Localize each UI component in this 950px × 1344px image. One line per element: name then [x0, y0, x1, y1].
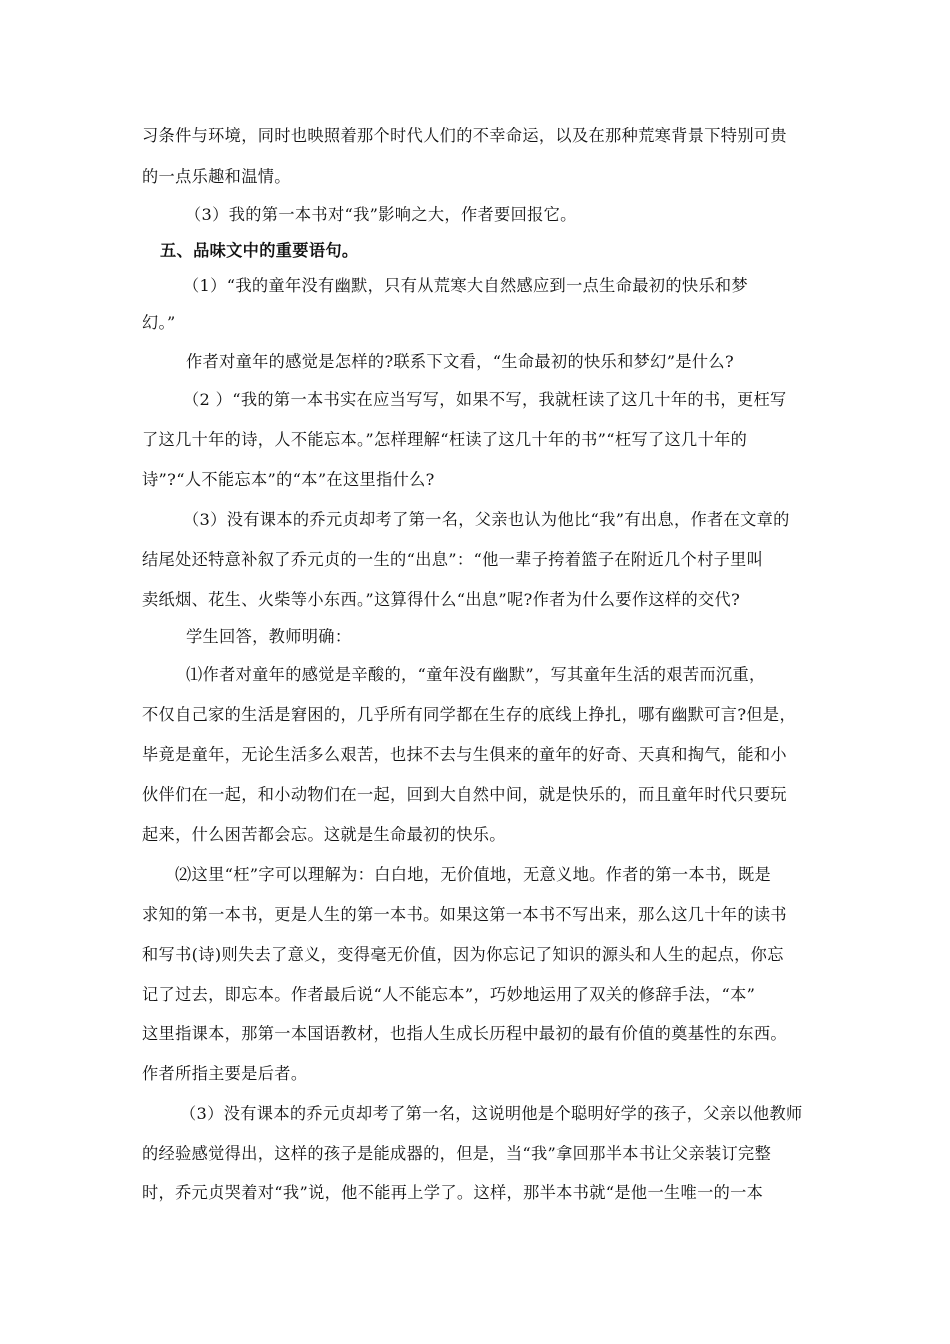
- section-heading: 五、品味文中的重要语句。: [160, 241, 359, 260]
- text-line: 了这几十年的诗，人不能忘本。”怎样理解“枉读了这几十年的书”“枉写了这几十年的: [142, 430, 748, 449]
- text-line: 的一点乐趣和温情。: [142, 167, 291, 186]
- text-line: 伙伴们在一起，和小动物们在一起，回到大自然中间，就是快乐的，而且童年时代只要玩: [142, 785, 787, 804]
- text-line: 作者所指主要是后者。: [142, 1064, 308, 1083]
- text-line: 时，乔元贞哭着对“我”说，他不能再上学了。这样，那半本书就“是他一生唯一的一本: [142, 1183, 764, 1202]
- text-line: （1）“我的童年没有幽默，只有从荒寒大自然感应到一点生命最初的快乐和梦: [183, 276, 749, 295]
- text-line: 学生回答，教师明确：: [186, 627, 352, 646]
- text-line: 求知的第一本书，更是人生的第一本书。如果这第一本书不写出来，那么这几十年的读书: [142, 905, 787, 924]
- text-line: 作者对童年的感觉是怎样的?联系下文看，“生命最初的快乐和梦幻”是什么?: [186, 352, 734, 371]
- text-line: 记了过去，即忘本。作者最后说“人不能忘本”，巧妙地运用了双关的修辞手法，“本”: [142, 985, 756, 1004]
- text-line: 毕竟是童年，无论生活多么艰苦，也抹不去与生俱来的童年的好奇、天真和掏气，能和小: [142, 745, 787, 764]
- text-line: ⑴作者对童年的感觉是辛酸的，“童年没有幽默”，写其童年生活的艰苦而沉重，: [186, 665, 766, 684]
- text-line: 的经验感觉得出，这样的孩子是能成器的，但是，当“我”拿回那半本书让父亲装订完整: [142, 1144, 772, 1163]
- text-line: 幻。”: [142, 313, 176, 332]
- text-line: （3）没有课本的乔元贞却考了第一名，父亲也认为他比“我”有出息，作者在文章的: [183, 510, 790, 529]
- text-line: （3）没有课本的乔元贞却考了第一名，这说明他是个聪明好学的孩子，父亲以他教师: [180, 1104, 803, 1123]
- text-line: 卖纸烟、花生、火柴等小东西。”这算得什么“出息”呢?作者为什么要作这样的交代?: [142, 590, 741, 609]
- text-line: 这里指课本，那第一本国语教材，也指人生成长历程中最初的最有价值的奠基性的东西。: [142, 1024, 787, 1043]
- text-line: 不仅自己家的生活是窘困的，几乎所有同学都在生存的底线上挣扎，哪有幽默可言?但是，: [142, 705, 796, 724]
- text-line: ⑵这里“枉”字可以理解为：白白地，无价值地，无意义地。作者的第一本书，既是: [175, 865, 772, 884]
- text-line: （2 ）“我的第一本书实在应当写写，如果不写，我就枉读了这几十年的书，更枉写: [183, 390, 787, 409]
- text-line: 和写书(诗)则失去了意义，变得毫无价值，因为你忘记了知识的源头和人生的起点，你忘: [142, 945, 784, 964]
- text-line: 起来，什么困苦都会忘。这就是生命最初的快乐。: [142, 825, 506, 844]
- text-line: （3）我的第一本书对“我”影响之大，作者要回报它。: [185, 205, 577, 224]
- text-line: 诗”?“人不能忘本”的“本”在这里指什么?: [142, 470, 435, 489]
- text-line: 结尾处还特意补叙了乔元贞的一生的“出息”：“他一辈子挎着篮子在附近几个村子里叫: [142, 550, 764, 569]
- text-line: 习条件与环境，同时也映照着那个时代人们的不幸命运，以及在那种荒寒背景下特别可贵: [142, 126, 787, 145]
